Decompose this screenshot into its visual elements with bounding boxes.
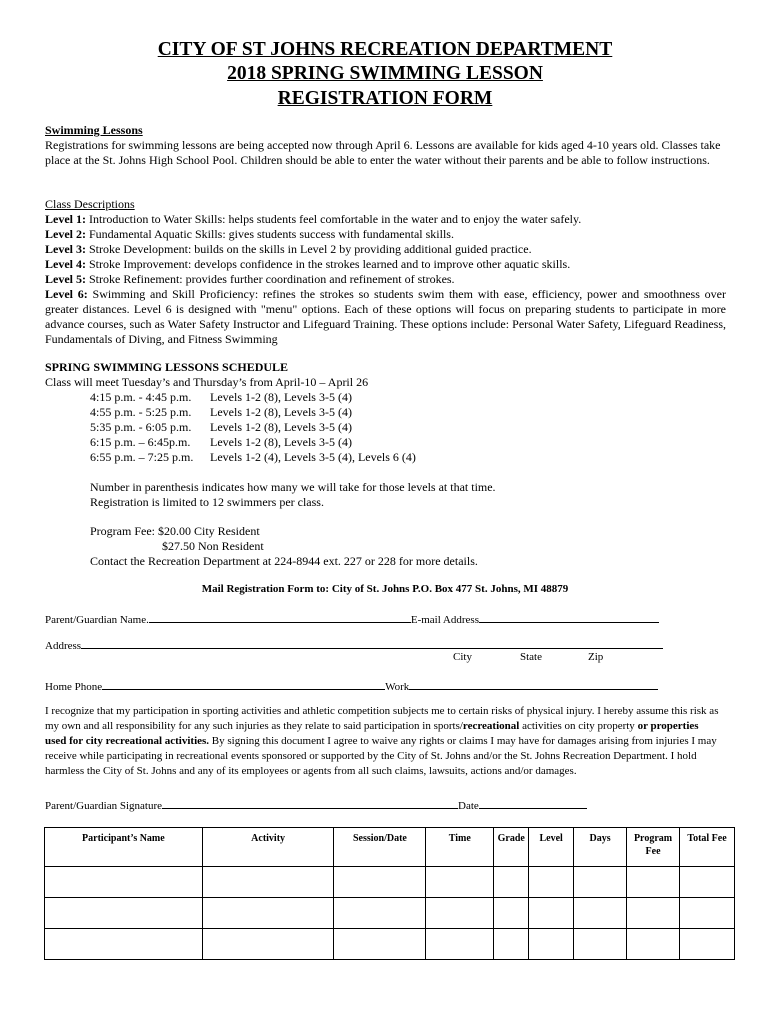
level-item xyxy=(45,257,726,272)
level-label: Level 6: xyxy=(45,287,88,301)
level-text: Swimming and Skill Proficiency: refines the strokes so students swim them with ease, efficiency, power and smoothness over greater distances. Level 6 is designed with "menu" options. Each of these options will focus on preparing students to participate in more advance courses, such as Water Safety Instructor and Lifeguard Training. These options include: Personal Water Safety, Lifeguard Readiness, Fundamentals of Diving, and Fitness Swimming xyxy=(45,287,726,346)
table-cell[interactable] xyxy=(45,867,203,898)
schedule-heading: SPRING SWIMMING LESSONS SCHEDULE xyxy=(45,360,289,374)
level-text: Stroke Development: builds on the skills in Level 2 by providing additional guided practice. xyxy=(86,242,532,256)
table-cell[interactable] xyxy=(494,867,529,898)
parent-name-row xyxy=(45,611,659,627)
schedule-row xyxy=(90,435,416,450)
table-cell[interactable] xyxy=(627,867,680,898)
table-row xyxy=(45,898,735,929)
fee-resident: Program Fee: $20.00 City Resident xyxy=(90,524,260,538)
mail-instructions: Mail Registration Form to: City of St. Johns P.O. Box 477 St. Johns, MI 48879 xyxy=(201,583,569,595)
col-header-grade: Grade xyxy=(494,828,529,867)
waiver-part: I recognize that my participation in sporting activities and athletic competition subjects me to certain risks of physical injury. I hereby assume this risk as my own and all responsibility for any such injuries as they relate to said participation in sports/ xyxy=(45,705,719,732)
level-item xyxy=(45,212,726,227)
table-cell[interactable] xyxy=(426,867,494,898)
table-cell[interactable] xyxy=(680,867,735,898)
schedule-time: 6:15 p.m. – 6:45p.m. xyxy=(90,435,191,449)
table-cell[interactable] xyxy=(202,898,334,929)
waiver-bold: or properties used for city recreational activities. xyxy=(45,720,699,747)
table-cell[interactable] xyxy=(334,867,426,898)
email-label: E-mail Address xyxy=(410,614,479,626)
home-phone-label: Home Phone xyxy=(45,681,103,693)
col-header-program-fee: Program Fee xyxy=(627,828,680,867)
col-header-days: Days xyxy=(574,828,627,867)
phone-row xyxy=(45,678,658,694)
work-phone-field[interactable] xyxy=(409,678,658,690)
schedule-times xyxy=(90,390,416,465)
swimming-lessons-section xyxy=(45,123,726,168)
col-header-activity: Activity xyxy=(202,828,334,867)
col-header-total-fee: Total Fee xyxy=(680,828,735,867)
class-descriptions-heading: Class Descriptions xyxy=(45,197,135,211)
table-cell[interactable] xyxy=(202,929,334,960)
program-fee xyxy=(90,524,478,569)
table-cell[interactable] xyxy=(45,898,203,929)
schedule-time: 4:55 p.m. - 5:25 p.m. xyxy=(90,405,192,419)
swimming-lessons-text: Registrations for swimming lessons are being accepted now through April 6. Lessons are available for kids aged 4-10 years old. Classes take place at the St. Johns High School Pool. Children should be able to enter the water without their parents and be able to follow instructions. xyxy=(45,138,721,167)
table-cell[interactable] xyxy=(426,898,494,929)
table-cell[interactable] xyxy=(494,929,529,960)
form-title-line-1: CITY OF ST JOHNS RECREATION DEPARTMENT xyxy=(157,39,613,60)
signature-label: Parent/Guardian Signature xyxy=(45,800,162,812)
table-cell[interactable] xyxy=(334,929,426,960)
schedule-intro: Class will meet Tuesday’s and Thursday’s from April-10 – April 26 xyxy=(45,375,369,389)
level-label: Level 4: xyxy=(45,257,86,271)
schedule-note: Registration is limited to 12 swimmers per class. xyxy=(90,495,324,509)
home-phone-field[interactable] xyxy=(102,678,385,690)
schedule-note: Number in parenthesis indicates how many we will take for those levels at that time. xyxy=(90,480,496,494)
address-row xyxy=(45,637,663,653)
table-row xyxy=(45,867,735,898)
table-cell[interactable] xyxy=(680,898,735,929)
date-field[interactable] xyxy=(479,797,587,809)
level-text: Stroke Improvement: develops confidence in the strokes learned and to improve other aquatic skills. xyxy=(86,257,571,271)
waiver-part: activities on city property xyxy=(519,720,638,732)
table-cell[interactable] xyxy=(529,867,574,898)
schedule-row xyxy=(90,405,416,420)
waiver-part: By signing this document I agree to waive any rights or claims I may have for damages arising from injuries I may receive while participating in recreational events sponsored or supported by the City of St. Johns and/or the St. Johns Recreation Department. I hold harmless the City of St. Johns and any of its employees or agents from all such claims, lawsuits, actions and/or damages. xyxy=(45,735,717,777)
schedule-levels: Levels 1-2 (4), Levels 3-5 (4), Levels 6 (4) xyxy=(210,450,416,464)
fee-nonresident: $27.50 Non Resident xyxy=(162,539,264,553)
parent-name-label: Parent/Guardian Name. xyxy=(45,614,149,626)
table-cell[interactable] xyxy=(45,929,203,960)
level-label: Level 5: xyxy=(45,272,86,286)
city-label: City xyxy=(453,651,472,663)
class-descriptions-section xyxy=(45,197,726,347)
col-header-time: Time xyxy=(426,828,494,867)
level-text: Stroke Refinement: provides further coordination and refinement of strokes. xyxy=(86,272,455,286)
schedule-levels: Levels 1-2 (8), Levels 3-5 (4) xyxy=(210,405,352,419)
table-cell[interactable] xyxy=(574,929,627,960)
zip-label: Zip xyxy=(588,651,604,663)
schedule-levels: Levels 1-2 (8), Levels 3-5 (4) xyxy=(210,435,352,449)
swimming-lessons-heading: Swimming Lessons xyxy=(45,123,143,137)
table-cell[interactable] xyxy=(529,898,574,929)
email-field[interactable] xyxy=(479,611,659,623)
address-field[interactable] xyxy=(81,637,663,649)
schedule-row xyxy=(90,450,416,465)
table-cell[interactable] xyxy=(574,898,627,929)
table-cell[interactable] xyxy=(334,898,426,929)
table-header-row xyxy=(45,828,735,867)
parent-name-field[interactable] xyxy=(149,611,411,623)
level-item xyxy=(45,272,726,287)
form-title-line-3: REGISTRATION FORM xyxy=(277,88,493,109)
table-row xyxy=(45,929,735,960)
level-text: Fundamental Aquatic Skills: gives students success with fundamental skills. xyxy=(86,227,454,241)
level-text: Introduction to Water Skills: helps students feel comfortable in the water and to enjoy the water safely. xyxy=(86,212,582,226)
table-cell[interactable] xyxy=(202,867,334,898)
col-header-participant: Participant’s Name xyxy=(45,828,203,867)
schedule-notes xyxy=(90,480,496,510)
signature-row xyxy=(45,797,587,813)
schedule-levels: Levels 1-2 (8), Levels 3-5 (4) xyxy=(210,390,352,404)
col-header-session: Session/Date xyxy=(334,828,426,867)
state-label: State xyxy=(520,651,542,663)
col-header-level: Level xyxy=(529,828,574,867)
waiver-bold: recreational xyxy=(462,720,520,732)
schedule-row xyxy=(90,390,416,405)
schedule-time: 4:15 p.m. - 4:45 p.m. xyxy=(90,390,192,404)
table-cell[interactable] xyxy=(529,929,574,960)
table-cell[interactable] xyxy=(680,929,735,960)
schedule-levels: Levels 1-2 (8), Levels 3-5 (4) xyxy=(210,420,352,434)
table-cell[interactable] xyxy=(627,898,680,929)
contact-info: Contact the Recreation Department at 224-8944 ext. 227 or 228 for more details. xyxy=(90,554,478,568)
table-cell[interactable] xyxy=(494,898,529,929)
level-label: Level 2: xyxy=(45,227,86,241)
level-label: Level 3: xyxy=(45,242,86,256)
level-label: Level 1: xyxy=(45,212,86,226)
work-label: Work xyxy=(385,681,410,693)
address-label: Address xyxy=(45,640,82,652)
table-cell[interactable] xyxy=(574,867,627,898)
level-item xyxy=(45,242,726,257)
participant-table xyxy=(44,827,735,960)
table-cell[interactable] xyxy=(426,929,494,960)
schedule-time: 6:55 p.m. – 7:25 p.m. xyxy=(90,450,194,464)
signature-field[interactable] xyxy=(162,797,458,809)
waiver-text xyxy=(45,704,721,779)
schedule-row xyxy=(90,420,416,435)
level-item xyxy=(45,227,726,242)
schedule-section xyxy=(45,360,726,390)
schedule-time: 5:35 p.m. - 6:05 p.m. xyxy=(90,420,192,434)
level-item xyxy=(45,287,726,347)
form-title-line-2: 2018 SPRING SWIMMING LESSON xyxy=(227,63,543,84)
date-label: Date xyxy=(458,800,479,812)
table-cell[interactable] xyxy=(627,929,680,960)
